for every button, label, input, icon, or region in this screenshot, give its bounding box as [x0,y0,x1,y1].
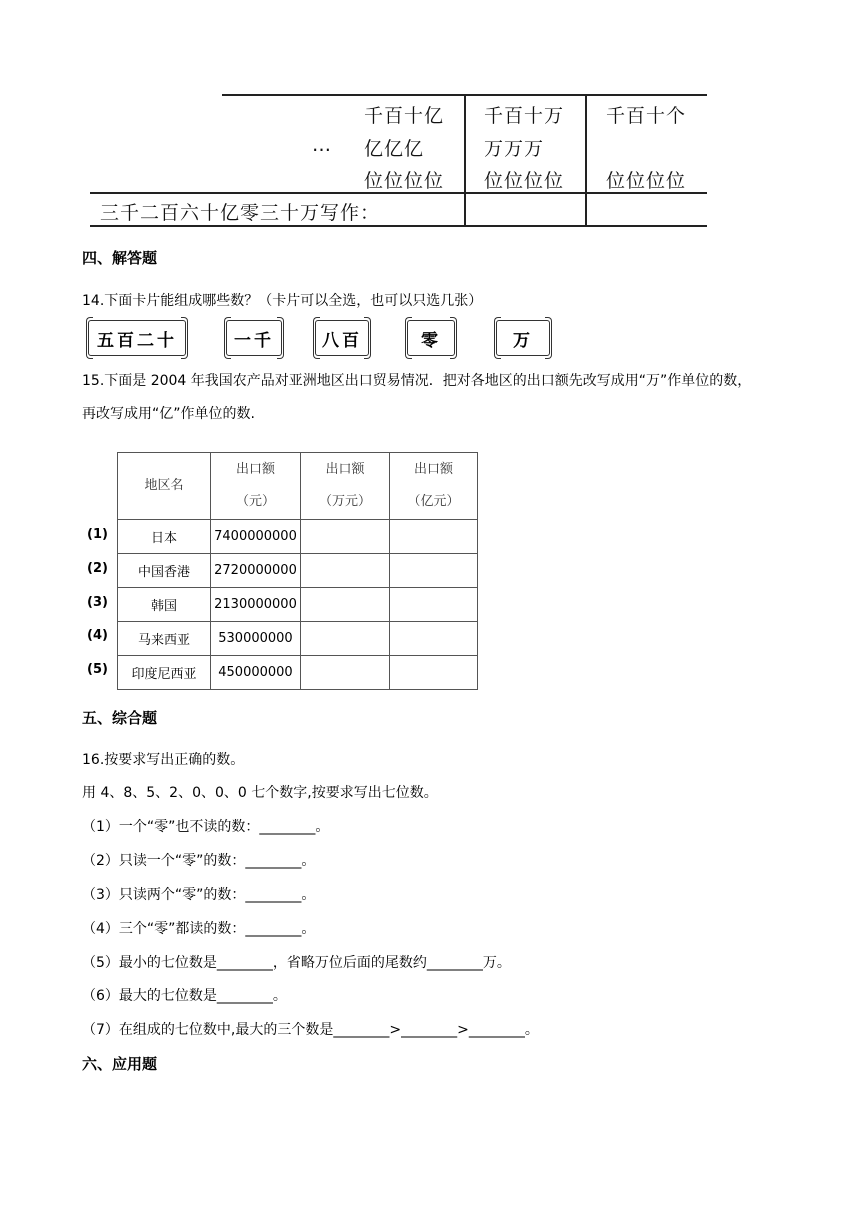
header-label: 出口额 [235,462,275,477]
card-yiqian: 一千 [226,320,282,356]
table-header-row [118,453,478,520]
table-row [118,622,478,656]
header-label: 地区名 [144,478,184,493]
blank-cell[interactable] [390,520,478,554]
blank-cell[interactable] [301,554,390,588]
row-label: (2) [87,561,108,576]
header-yuan [211,453,301,520]
table-bottom-rule [90,225,707,227]
table-row-label: 三千二百六十亿零三十万写作： [100,202,381,224]
blank-cell[interactable] [390,622,478,656]
header-yi-row1: 千百十亿 [364,105,445,127]
card-babai: 八百 [315,320,369,356]
section-title-6: 六、应用题 [82,1055,158,1073]
card-wan: 万 [496,320,550,356]
region-cell: 中国香港 [118,554,211,588]
card-wubaiershi: 五百二十 [88,320,186,356]
question-16-intro: 用 4、8、5、2、0、0、0 七个数字,按要求写出七位数。 [82,785,438,801]
table-divider [464,94,466,227]
question-16-item-2: （2）只读一个“零”的数：________。 [82,853,316,869]
blank-cell[interactable] [301,622,390,656]
amount-cell: 450000000 [211,656,301,690]
header-label: 出口额 [413,462,453,477]
header-wan-row2: 万万万 [484,138,545,160]
table-row [118,554,478,588]
question-16-title: 16.按要求写出正确的数。 [82,752,245,768]
row-label: (5) [87,662,108,677]
header-region [118,453,211,520]
card-ling: 零 [407,320,455,356]
place-value-table [90,94,707,228]
question-16-item-4: （4）三个“零”都读的数：________。 [82,921,316,937]
header-ge-row3: 位位位位 [606,170,687,192]
question-15-line1: 15.下面是 2004 年我国农产品对亚洲地区出口贸易情况．把对各地区的出口额先改写成用“万”作单位的数， [82,373,752,389]
table-row [118,520,478,554]
header-yi-row2: 亿亿亿 [364,138,425,160]
ellipsis: … [312,134,332,156]
section-title-5: 五、综合题 [82,709,158,727]
blank-cell[interactable] [301,656,390,690]
header-wanyuan [301,453,390,520]
question-15-line2: 再改写成用“亿”作单位的数. [82,406,255,422]
blank-cell[interactable] [390,588,478,622]
question-16-item-6: （6）最大的七位数是________。 [82,988,287,1004]
blank-cell[interactable] [390,656,478,690]
question-16-item-7: （7）在组成的七位数中,最大的三个数是________>________>________。 [82,1022,539,1038]
region-cell: 印度尼西亚 [118,656,211,690]
amount-cell: 7400000000 [211,520,301,554]
blank-cell[interactable] [301,520,390,554]
header-unit: （元） [235,494,275,509]
question-14-text: 14.下面卡片能组成哪些数？（卡片可以全选，也可以只选几张） [82,293,483,309]
question-16-item-3: （3）只读两个“零”的数：________。 [82,887,316,903]
table-row [118,588,478,622]
header-yi-row3: 位位位位 [364,170,445,192]
row-label: (3) [87,595,108,610]
export-table [117,452,478,690]
section-title-4: 四、解答题 [82,249,158,267]
row-label: (4) [87,628,108,643]
header-ge-row1: 千百十个 [606,105,687,127]
amount-cell: 2720000000 [211,554,301,588]
region-cell: 韩国 [118,588,211,622]
header-yiyuan [390,453,478,520]
question-16-item-5: （5）最小的七位数是________，省略万位后面的尾数约________万。 [82,955,511,971]
region-cell: 日本 [118,520,211,554]
header-unit: （亿元） [407,494,460,509]
amount-cell: 530000000 [211,622,301,656]
question-16-item-1: （1）一个“零”也不读的数：________。 [82,819,330,835]
header-label: 出口额 [325,462,365,477]
header-unit: （万元） [318,494,371,509]
region-cell: 马来西亚 [118,622,211,656]
row-label: (1) [87,527,108,542]
header-wan-row3: 位位位位 [484,170,565,192]
amount-cell: 2130000000 [211,588,301,622]
table-divider [585,94,587,227]
blank-cell[interactable] [301,588,390,622]
blank-cell[interactable] [390,554,478,588]
header-wan-row1: 千百十万 [484,105,565,127]
table-row [118,656,478,690]
